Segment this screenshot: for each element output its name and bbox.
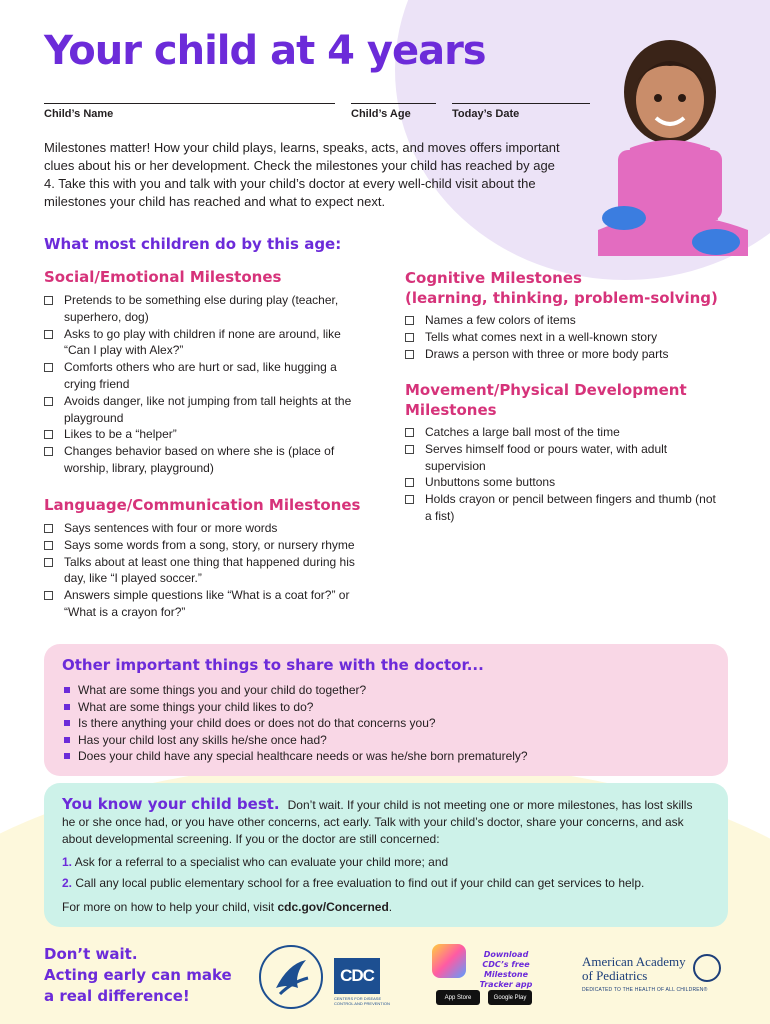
step-text: Ask for a referral to a specialist who can evaluate your child more; and xyxy=(74,855,449,869)
app-store-badge[interactable]: App Store xyxy=(436,990,480,1005)
cognitive-heading xyxy=(405,268,718,308)
google-play-badge[interactable]: Google Play xyxy=(488,990,532,1005)
know-paragraph xyxy=(62,796,702,848)
movement-heading-line1: Movement/Physical Development xyxy=(405,381,687,399)
list-item[interactable]: Holds crayon or pencil between fingers and thumb (not a fist) xyxy=(405,491,725,525)
list-item: What are some things your child likes to do? xyxy=(62,699,528,716)
list-item[interactable]: Likes to be a “helper” xyxy=(44,426,364,443)
list-item[interactable]: Draws a person with three or more body parts xyxy=(405,346,725,363)
language-heading: Language/Communication Milestones xyxy=(44,496,361,514)
cognitive-heading-line2: (learning, thinking, problem-solving) xyxy=(405,289,718,307)
intro-paragraph: Milestones matter! How your child plays, learns, speaks, acts, and moves offers important clues about his or her development. Check the milestones your child has reached by age 4. Take this with you and talk with your child’s doctor at every well-child visit about the milestones your child has reached and what to expect next. xyxy=(44,140,560,209)
step-1 xyxy=(62,855,448,869)
app-download-text: Download CDC’s free Milestone Tracker app xyxy=(479,950,533,989)
movement-heading-line2: Milestones xyxy=(405,401,497,419)
checkbox[interactable] xyxy=(405,428,414,437)
list-item[interactable]: Tells what comes next in a well-known story xyxy=(405,329,725,346)
list-item[interactable]: Names a few colors of items xyxy=(405,312,725,329)
child-name-field[interactable]: Child’s Name xyxy=(44,103,335,120)
list-item[interactable]: Unbuttons some buttons xyxy=(405,474,725,491)
list-item[interactable]: Says some words from a song, story, or nursery rhyme xyxy=(44,537,374,554)
step-text: Call any local public elementary school for a free evaluation to find out if your child can get services to help. xyxy=(75,876,645,890)
social-heading: Social/Emotional Milestones xyxy=(44,268,282,286)
checkbox[interactable] xyxy=(44,558,53,567)
step-number: 1. xyxy=(62,855,73,869)
checkbox[interactable] xyxy=(405,495,414,504)
list-item[interactable]: Comforts others who are hurt or sad, like hugging a crying friend xyxy=(44,359,364,393)
know-heading: You know your child best. xyxy=(62,795,280,813)
todays-date-field[interactable]: Today’s Date xyxy=(452,103,590,120)
cognitive-heading-line1: Cognitive Milestones xyxy=(405,269,582,287)
dont-wait-callout: Don’t wait. Acting early can make a real difference! xyxy=(44,945,232,1005)
checkbox[interactable] xyxy=(405,316,414,325)
step-2 xyxy=(62,876,644,890)
doctor-heading: Other important things to share with the doctor... xyxy=(62,656,484,674)
know-text: Don’t wait. If your child is not meeting one or more milestones, has lost skills he or she once had, or you have other concerns, act early. Talk with your child’s doctor, share your concerns, and ask about developmental screening. If you or the doctor are still concerned: xyxy=(62,798,693,846)
list-item[interactable]: Talks about at least one thing that happened during his day, like “I played soccer.” xyxy=(44,554,374,588)
list-item[interactable]: Serves himself food or pours water, with adult supervision xyxy=(405,441,725,475)
milestone-app-icon xyxy=(432,944,466,978)
checkbox[interactable] xyxy=(405,350,414,359)
checkbox[interactable] xyxy=(44,363,53,372)
checkbox[interactable] xyxy=(44,591,53,600)
list-item[interactable]: Changes behavior based on where she is (place of worship, library, playground) xyxy=(44,443,364,477)
checkbox[interactable] xyxy=(44,524,53,533)
page-title: Your child at 4 years xyxy=(44,28,486,74)
checkbox[interactable] xyxy=(44,330,53,339)
list-item[interactable]: Answers simple questions like “What is a coat for?” or “What is a crayon for?” xyxy=(44,587,374,621)
list-item: Has your child lost any skills he/she once had? xyxy=(62,732,528,749)
hhs-seal-logo xyxy=(258,944,324,1010)
checkbox[interactable] xyxy=(44,430,53,439)
list-item: What are some things you and your child do together? xyxy=(62,682,528,699)
checkbox[interactable] xyxy=(405,478,414,487)
movement-list xyxy=(405,424,725,525)
list-item[interactable]: Avoids danger, like not jumping from tall heights at the playground xyxy=(44,393,364,427)
movement-heading xyxy=(405,380,687,420)
social-list xyxy=(44,292,364,477)
list-item[interactable]: Asks to go play with children if none are around, like “Can I play with Alex?” xyxy=(44,326,364,360)
list-item[interactable]: Catches a large ball most of the time xyxy=(405,424,725,441)
checkbox[interactable] xyxy=(405,333,414,342)
aap-seal-icon xyxy=(693,954,721,982)
child-photo xyxy=(578,20,763,268)
cognitive-list xyxy=(405,312,725,362)
concerned-link[interactable]: cdc.gov/Concerned xyxy=(277,900,389,914)
aap-logo: American Academy of Pediatrics DEDICATED TO THE HEALTH OF ALL CHILDREN® xyxy=(582,954,708,993)
checkbox[interactable] xyxy=(44,296,53,305)
list-item: Is there anything your child does or does not do that concerns you? xyxy=(62,715,528,732)
child-age-field[interactable]: Child’s Age xyxy=(351,103,436,120)
main-heading: What most children do by this age: xyxy=(44,235,342,253)
list-item[interactable]: Says sentences with four or more words xyxy=(44,520,374,537)
list-item[interactable]: Pretends to be something else during play (teacher, superhero, dog) xyxy=(44,292,364,326)
language-list xyxy=(44,520,374,621)
checkbox[interactable] xyxy=(44,447,53,456)
list-item: Does your child have any special healthcare needs or was he/she born prematurely? xyxy=(62,748,528,765)
step-number: 2. xyxy=(62,876,73,890)
doctor-list xyxy=(62,682,528,765)
checkbox[interactable] xyxy=(44,541,53,550)
more-info: For more on how to help your child, visit cdc.gov/Concerned. xyxy=(62,900,393,914)
checkbox[interactable] xyxy=(405,445,414,454)
cdc-logo: CDC CENTERS FOR DISEASE CONTROL AND PREVENTION xyxy=(334,958,392,1008)
checkbox[interactable] xyxy=(44,397,53,406)
